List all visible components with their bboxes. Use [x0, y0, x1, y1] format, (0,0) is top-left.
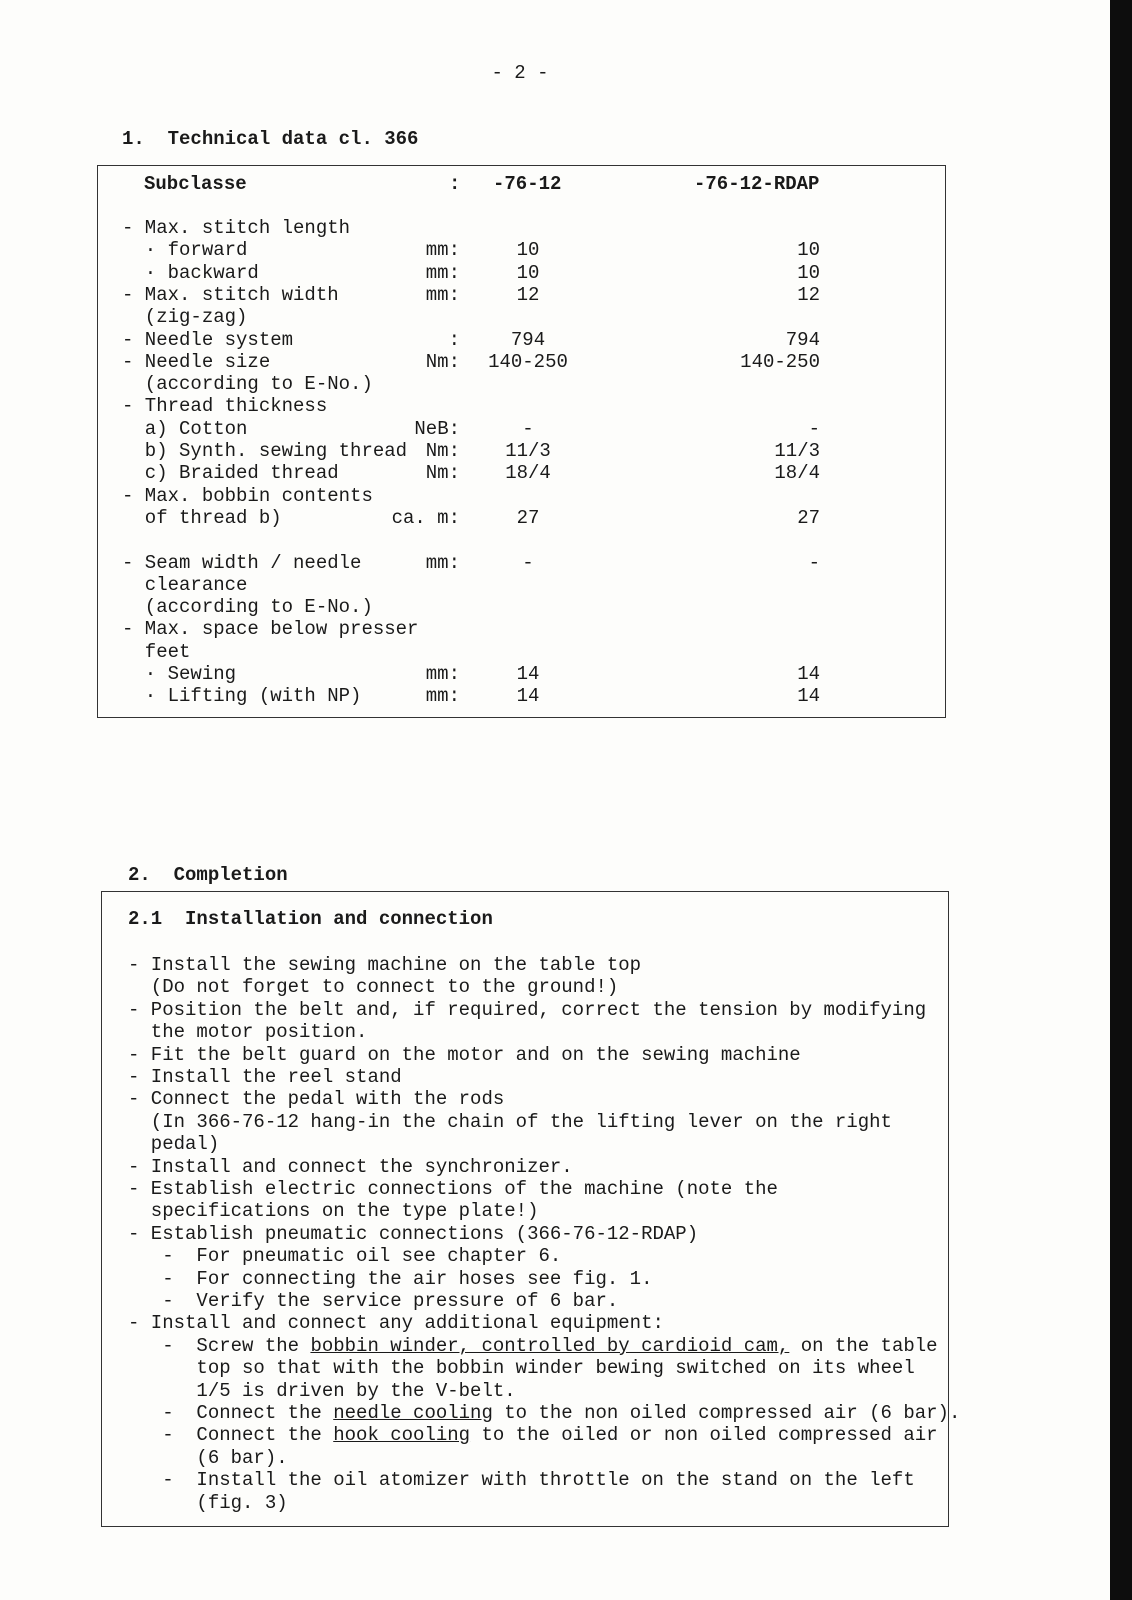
spec-unit: mm:	[425, 261, 460, 284]
completion-line: - Install and connect the synchronizer.	[128, 1155, 573, 1178]
line-text: - Connect the	[128, 1424, 334, 1447]
spec-value-col2: 11/3	[774, 440, 820, 462]
spec-label: - Needle system	[122, 328, 294, 351]
scan-edge-bar	[1110, 0, 1132, 1600]
spec-unit: mm:	[425, 551, 460, 574]
spec-label: · Lifting (with NP)	[122, 685, 362, 708]
spec-unit: mm:	[425, 283, 460, 306]
spec-unit: Nm:	[425, 462, 460, 485]
spec-value-col2: 140-250	[740, 350, 820, 373]
spec-unit: ca. m:	[391, 506, 460, 529]
completion-line: 1/5 is driven by the V-belt.	[128, 1379, 516, 1402]
spec-value-col2: 18/4	[774, 462, 820, 485]
spec-label: of thread b)	[122, 506, 282, 529]
spec-value-col1: 794	[510, 328, 546, 351]
completion-line: - Establish pneumatic connections (366-76-12-RDAP)	[128, 1222, 699, 1245]
spec-label: - Thread thickness	[122, 395, 328, 418]
completion-line: - Connect the pedal with the rods	[128, 1088, 505, 1111]
completion-line	[128, 1335, 938, 1357]
spec-value-col1: 12	[516, 283, 540, 306]
completion-line: - Fit the belt guard on the motor and on the sewing machine	[128, 1043, 801, 1066]
completion-line: (In 366-76-12 hang-in the chain of the lifting lever on the right	[128, 1110, 892, 1133]
completion-line	[128, 1424, 938, 1446]
spec-label: (zig-zag)	[122, 306, 248, 329]
completion-line: - For pneumatic oil see chapter 6.	[128, 1245, 562, 1268]
spec-label: b) Synth. sewing thread	[122, 440, 408, 462]
line-text: - Connect the	[128, 1402, 334, 1424]
spec-label: (according to E-No.)	[122, 596, 373, 619]
spec-value-col2: 14	[797, 685, 820, 708]
completion-line: - Install the sewing machine on the table top	[128, 954, 642, 976]
spec-value-col1: 10	[516, 239, 540, 262]
subsection-heading: 2.1 Installation and connection	[128, 908, 493, 930]
completion-line: - Verify the service pressure of 6 bar.	[128, 1290, 619, 1312]
section2-heading: 2. Completion	[128, 864, 288, 886]
line-text: - Screw the	[128, 1334, 311, 1357]
spec-unit: mm:	[425, 685, 460, 708]
spec-value-col2: 12	[797, 283, 820, 306]
completion-line	[128, 1402, 960, 1424]
completion-line: - For connecting the air hoses see fig. 1.	[128, 1267, 653, 1290]
section1-heading: 1. Technical data cl. 366	[122, 128, 419, 150]
completion-line: specifications on the type plate!)	[128, 1200, 539, 1223]
spec-label: clearance	[122, 573, 248, 596]
spec-value-col1: 27	[516, 506, 540, 529]
spec-label: - Max. stitch width	[122, 283, 339, 306]
completion-line: top so that with the bobbin winder bewing switched on its wheel	[128, 1357, 915, 1380]
page-number: - 2 -	[491, 62, 549, 84]
spec-unit: mm:	[425, 239, 460, 262]
spec-value-col2: 10	[797, 261, 820, 284]
completion-box	[101, 891, 961, 1527]
spec-label: - Needle size	[122, 350, 271, 373]
underlined-term: needle cooling	[333, 1402, 493, 1424]
header-sep: :	[449, 173, 461, 195]
spec-unit: :	[448, 328, 460, 351]
spec-label: - Max. space below presser	[122, 618, 419, 641]
completion-line: - Install the reel stand	[128, 1066, 402, 1088]
completion-line: - Install the oil atomizer with throttle on the stand on the left	[128, 1469, 915, 1492]
completion-line: pedal)	[128, 1133, 220, 1156]
completion-line: - Position the belt and, if required, correct the tension by modifying	[128, 998, 927, 1021]
spec-value-col2: 794	[785, 328, 820, 351]
spec-unit: NeB:	[414, 417, 460, 440]
spec-value-col1: 140-250	[488, 350, 568, 373]
header-col2: -76-12-RDAP	[694, 173, 820, 195]
technical-data-box	[97, 165, 946, 718]
spec-value-col2: 27	[797, 506, 820, 529]
spec-value-col1: 14	[516, 663, 540, 685]
completion-line: the motor position.	[128, 1021, 368, 1044]
spec-value-col2: 14	[797, 663, 820, 685]
spec-label: · backward	[122, 261, 259, 284]
spec-label: · Sewing	[122, 663, 237, 685]
completion-line: (fig. 3)	[128, 1491, 288, 1514]
spec-value-col1: 14	[516, 685, 540, 708]
spec-label: a) Cotton	[122, 417, 248, 440]
spec-label: - Max. bobbin contents	[122, 484, 373, 507]
spec-unit: mm:	[425, 663, 460, 685]
spec-unit: Nm:	[425, 440, 460, 462]
completion-line: (6 bar).	[128, 1446, 288, 1469]
spec-value-col2: -	[808, 551, 820, 574]
spec-value-col1: -	[522, 551, 534, 574]
spec-label: feet	[122, 640, 191, 663]
completion-line: (Do not forget to connect to the ground!)	[128, 976, 619, 999]
completion-line: - Install and connect any additional equipment:	[128, 1312, 664, 1335]
spec-unit: Nm:	[425, 350, 460, 373]
line-text: to the oiled or non oiled compressed air	[470, 1424, 938, 1447]
spec-label: - Seam width / needle	[122, 551, 362, 574]
spec-value-col1: 18/4	[505, 462, 551, 485]
underlined-term: hook cooling	[333, 1424, 471, 1447]
spec-value-col1: 11/3	[505, 440, 551, 462]
spec-label: (according to E-No.)	[122, 373, 373, 396]
line-text: on the table	[789, 1334, 938, 1357]
line-text: to the non oiled compressed air (6 bar).	[492, 1402, 961, 1424]
header-col1: -76-12	[493, 173, 562, 195]
spec-label: - Max. stitch length	[122, 217, 351, 239]
spec-label: c) Braided thread	[122, 462, 339, 485]
completion-line: - Establish electric connections of the machine (note the	[128, 1178, 778, 1200]
spec-value-col1: -	[522, 417, 534, 440]
spec-value-col1: 10	[516, 261, 540, 284]
spec-value-col2: -	[808, 417, 820, 440]
underlined-term: bobbin winder, controlled by cardioid cam,	[310, 1334, 790, 1357]
spec-value-col2: 10	[797, 239, 820, 262]
header-label: Subclasse	[144, 173, 247, 195]
spec-label: · forward	[122, 239, 248, 262]
